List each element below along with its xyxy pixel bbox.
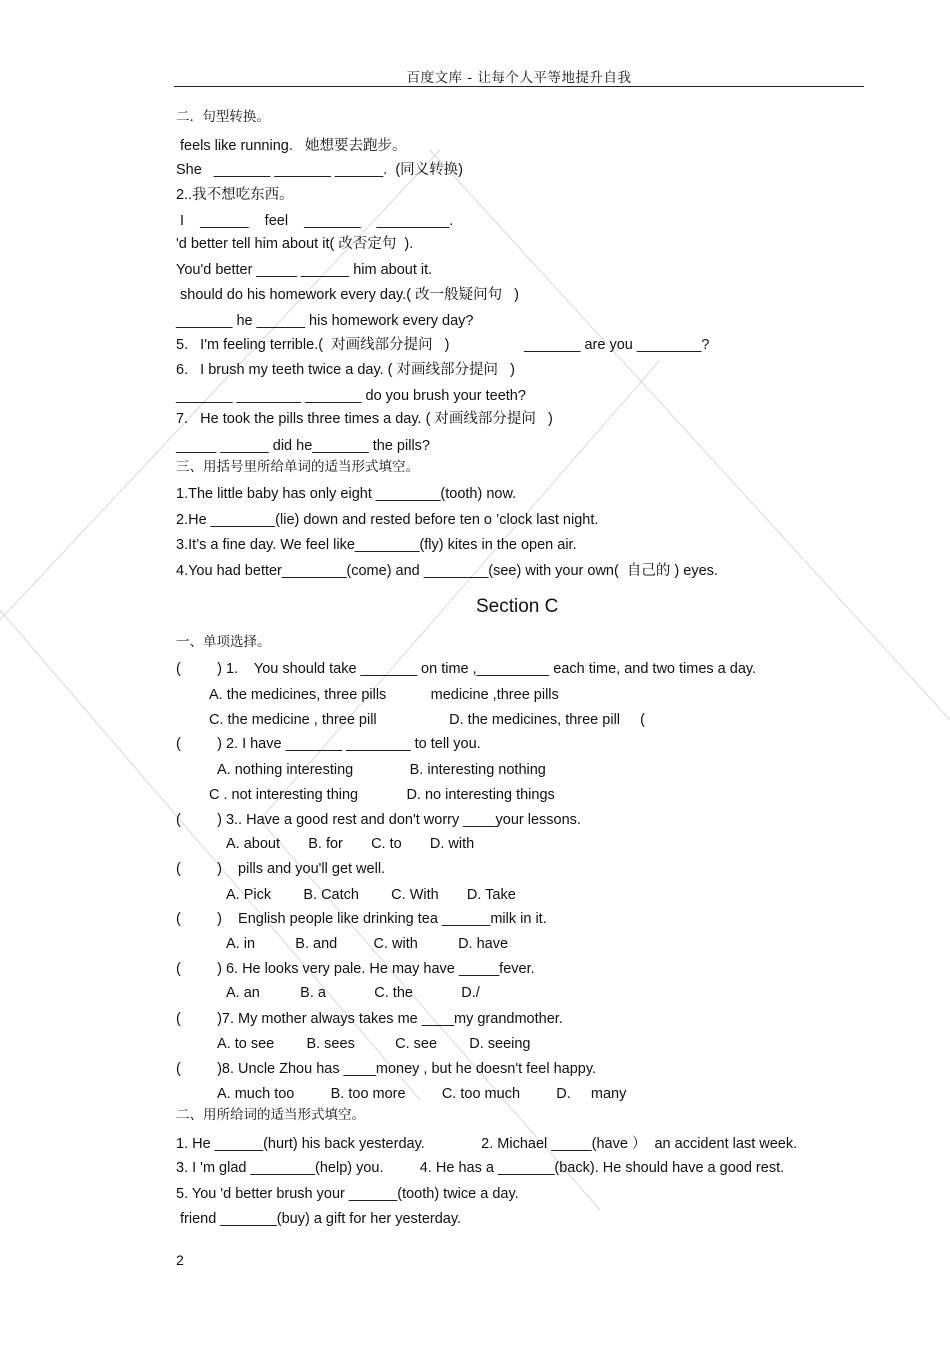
heading-word-forms: 二、用所给词的适当形式填空。 [176, 1107, 365, 1123]
exercise-answer-blank: _______ are you ________? [524, 337, 710, 353]
exercise-line: 7. He took the pills three times a day. ( 对画线部分提问 ) [176, 411, 553, 427]
mc-options: A. about B. for C. to D. with [226, 836, 475, 852]
fill-line: 1. He ______(hurt) his back yesterday. 2. Michael _____(have ） an accident last week. [176, 1136, 798, 1152]
mc-stem: ( ) 3.. Have a good rest and don't worry ____your lessons. [176, 812, 581, 828]
mc-options: A. nothing interesting B. interesting nothing [217, 762, 546, 778]
mc-options: C . not interesting thing D. no interesting things [209, 787, 555, 803]
fill-line: 4.You had better________(come) and ________(see) with your own( 自己的 ) eyes. [176, 563, 718, 579]
mc-options: A. Pick B. Catch C. With D. Take [226, 887, 516, 903]
exercise-line: She _______ _______ ______. (同义转换) [176, 162, 463, 178]
fill-line: friend _______(buy) a gift for her yesterday. [176, 1211, 462, 1227]
page-header: 百度文库 - 让每个人平等地提升自我 [174, 66, 864, 87]
mc-stem: ( ) 2. I have _______ ________ to tell you. [176, 736, 481, 752]
exercise-line: feels like running. 她想要去跑步。 [176, 138, 407, 154]
exercise-line: 5. I'm feeling terrible.( 对画线部分提问 ) [176, 337, 450, 353]
mc-stem: ( )7. My mother always takes me ____my grandmother. [176, 1011, 563, 1027]
fill-line: 2.He ________(lie) down and rested before ten o ’clock last night. [176, 512, 599, 528]
page-number: 2 [176, 1252, 184, 1268]
mc-options: C. the medicine , three pill D. the medicines, three pill ( [209, 712, 645, 728]
exercise-line: 'd better tell him about it( 改否定句 ). [176, 236, 414, 252]
exercise-line: 6. I brush my teeth twice a day. ( 对画线部分提问 ) [176, 362, 515, 378]
exercise-line: _______ he ______ his homework every day? [176, 313, 474, 329]
exercise-line: 2..我不想吃东西。 [176, 187, 294, 203]
exercise-line: should do his homework every day.( 改一般疑问句 ) [176, 287, 520, 303]
mc-options: A. in B. and C. with D. have [226, 936, 509, 952]
heading-sentence-transform: 二. 句型转换。 [176, 109, 270, 125]
exercise-line: You'd better _____ ______ him about it. [176, 262, 433, 278]
section-title: Section C [476, 596, 559, 617]
heading-fill-blanks: 三、用括号里所给单词的适当形式填空。 [176, 459, 419, 475]
exercise-line: I ______ feel _______ _________. [176, 213, 454, 229]
mc-stem: ( ) 6. He looks very pale. He may have _____fever. [176, 961, 535, 977]
exercise-line: _____ ______ did he_______ the pills? [176, 438, 430, 454]
mc-stem: ( ) pills and you'll get well. [176, 861, 386, 877]
mc-options: A. to see B. sees C. see D. seeing [217, 1036, 531, 1052]
mc-stem: ( ) 1. You should take _______ on time ,_________ each time, and two times a day. [176, 661, 757, 677]
mc-stem: ( ) English people like drinking tea ______milk in it. [176, 911, 547, 927]
heading-multiple-choice: 一、单项选择。 [176, 634, 271, 650]
mc-options: A. much too B. too more C. too much D. many [217, 1086, 627, 1102]
exercise-line: _______ ________ _______ do you brush your teeth? [176, 388, 526, 404]
fill-line: 5. You 'd better brush your ______(tooth) twice a day. [176, 1186, 519, 1202]
mc-options: A. an B. a C. the D./ [226, 985, 480, 1001]
fill-line: 1.The little baby has only eight ________(tooth) now. [176, 486, 517, 502]
fill-line: 3.It’s a fine day. We feel like________(fly) kites in the open air. [176, 537, 577, 553]
mc-stem: ( )8. Uncle Zhou has ____money , but he doesn't feel happy. [176, 1061, 597, 1077]
mc-options: A. the medicines, three pills medicine ,three pills [209, 687, 559, 703]
fill-line: 3. I 'm glad ________(help) you. 4. He has a _______(back). He should have a good rest. [176, 1160, 785, 1176]
